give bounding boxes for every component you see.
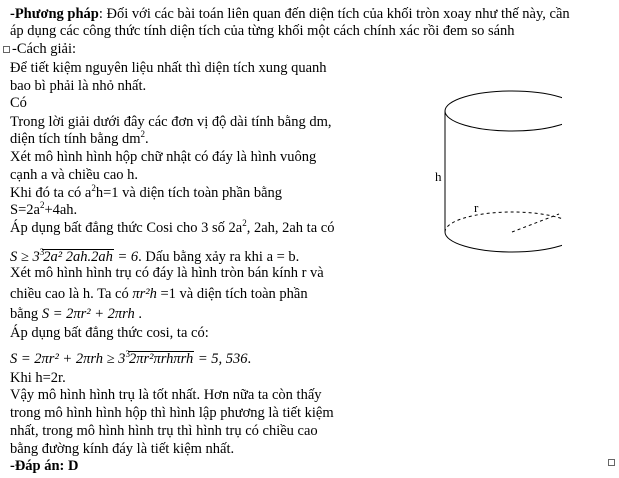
method-label: -Phương pháp	[10, 6, 99, 22]
text-line: trong mô hình hình hộp thì hình lập phương là tiết kiệm	[10, 405, 334, 421]
text-line: Áp dụng bất đẳng thức cosi, ta có:	[10, 325, 209, 341]
cylinder-top-ellipse	[445, 91, 562, 131]
text-line: Khi đó ta có $a^2h=1$ và diện tích toàn phần bằng	[10, 183, 283, 201]
text-line: Có	[10, 95, 27, 111]
text-line: Áp dụng bất đẳng thức Cosi cho 3 số $2a^2$, 2ah, 2ah ta có	[10, 218, 335, 236]
text-line: chiều cao là h. Ta có πr²h =1 và diện tích toàn phần	[10, 286, 308, 302]
method-line-2: áp dụng các công thức tính diện tích của từng khối một cách chính xác rồi đem so sánh	[10, 23, 515, 39]
equation-cosi-cylinder: $S = 2\pi r^2 + 2\pi rh \ge 3^32\pi r^2\pi rh\pi rh = 5$, 536.	[10, 349, 252, 367]
text-line: Xét mô hình hình hộp chữ nhật có đáy là hình vuông	[10, 149, 317, 165]
radius-line	[512, 214, 559, 232]
radius-label: r	[474, 200, 479, 215]
cylinder-bottom-back	[445, 212, 562, 232]
text-line: diện tích tính bằng $dm^2$.	[10, 129, 149, 147]
text-line: cạnh a và chiều cao h.	[10, 167, 139, 183]
method-line	[10, 6, 570, 23]
equation-cosi-box: $S \ge 3^32a^2$ 2ah.2ah = 6. Dấu bằng xảy ra khi a = b.	[10, 247, 300, 265]
text-line: Trong lời giải dưới đây các đơn vị độ dài tính bằng dm,	[10, 114, 332, 130]
method-text: : Đối với các bài toán liên quan đến diện tích của khối tròn xoay như thế này, cần	[98, 6, 570, 22]
answer-label: -Đáp án: D	[10, 458, 79, 474]
anchor-marker	[3, 46, 10, 53]
text-line: nhất, trong mô hình hình trụ thì hình trụ có chiều cao	[10, 423, 318, 439]
text-line: Để tiết kiệm nguyên liệu nhất thì diện tích xung quanh	[10, 60, 327, 76]
text-line: bao bì phải là nhỏ nhất.	[10, 78, 147, 94]
cylinder-figure	[432, 84, 562, 274]
solution-label: -Cách giải:	[12, 41, 77, 57]
text-line: bằng S = 2πr² + 2πrh .	[10, 306, 143, 322]
cylinder-bottom-front	[445, 232, 562, 252]
radical-2: 2πr²πrhπrh	[128, 351, 194, 367]
text-line: Khi h=2r.	[10, 370, 66, 386]
text-line: bằng đường kính đáy là tiết kiệm nhất.	[10, 441, 235, 457]
end-marker	[608, 459, 615, 466]
text-line: Vậy mô hình hình trụ là tốt nhất. Hơn nữa ta còn thấy	[10, 387, 322, 403]
height-label: h	[435, 169, 442, 184]
text-line: Xét mô hình hình trụ có đáy là hình tròn bán kính r và	[10, 265, 324, 281]
radical-1: 2a² 2ah.2ah	[43, 249, 113, 265]
text-line: $S=2a^2+4ah$.	[10, 200, 78, 218]
